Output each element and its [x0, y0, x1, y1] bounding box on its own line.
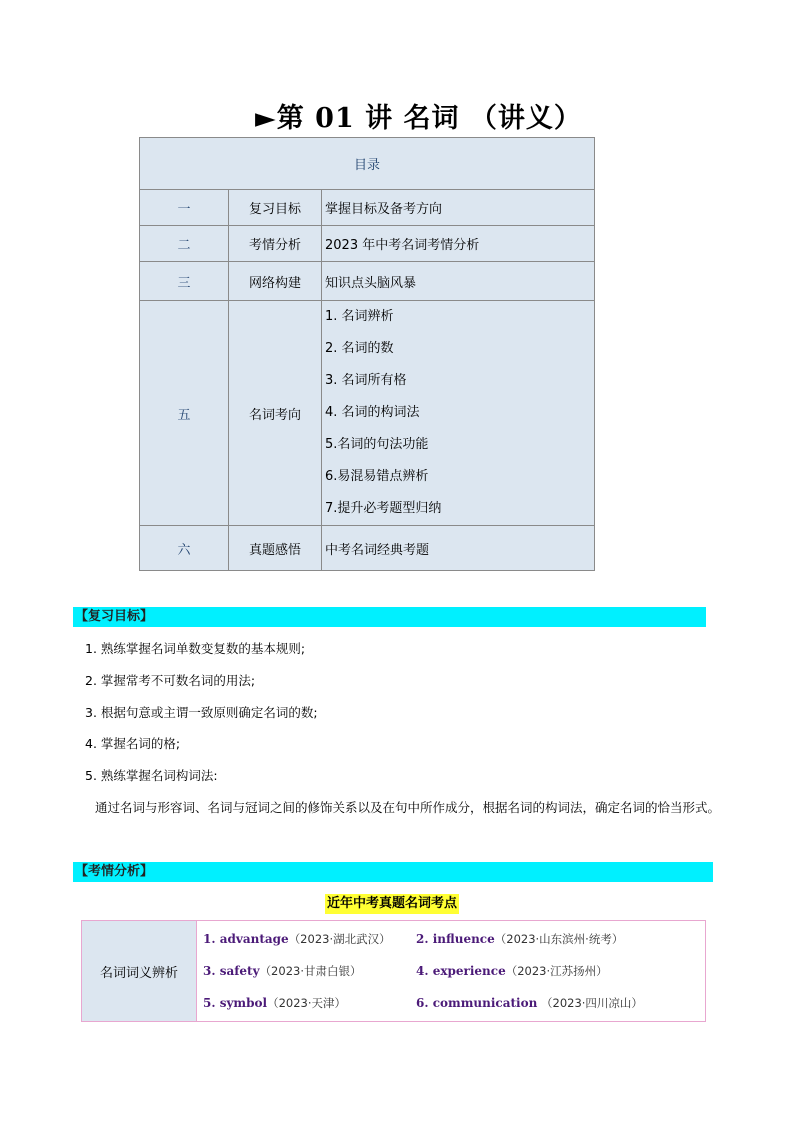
toc-sublist: [322, 301, 595, 526]
review-goals: [85, 638, 735, 823]
goal-item: 5. 熟练掌握名词构词法:: [85, 768, 218, 784]
toc-name: 考情分析: [229, 226, 322, 262]
toc-num: 一: [140, 190, 229, 226]
exam-item-row: [203, 955, 699, 987]
exam-item: [203, 987, 416, 1019]
exam-item: [416, 955, 608, 987]
toc-subitem: 5.名词的句法功能: [325, 437, 429, 452]
table-of-contents: [139, 137, 595, 571]
toc-subitem: 4. 名词的构词法: [325, 405, 420, 420]
section-header-exam-analysis: [73, 862, 713, 882]
exam-word: 6. communication: [416, 996, 538, 1010]
toc-desc: 2023 年中考名词考情分析: [322, 226, 595, 262]
exam-row-label: 名词词义辨析: [82, 921, 197, 1022]
toc-name: 复习目标: [229, 190, 322, 226]
exam-item-row: [203, 923, 699, 955]
exam-source: （2023·湖北武汉）: [288, 932, 391, 946]
exam-source: （2023·甘肃白银）: [259, 964, 362, 978]
goal-paragraph: 通过名词与形容词、名词与冠词之间的修饰关系以及在句中所作成分，根据名词的构词法，确定名词的恰当形式。: [95, 799, 721, 815]
goal-item: 2. 掌握常考不可数名词的用法;: [85, 672, 256, 688]
toc-row: [140, 301, 595, 526]
goal-item: 1. 熟练掌握名词单数变复数的基本规则;: [85, 641, 306, 656]
exam-item: [203, 923, 416, 955]
toc-row: [140, 262, 595, 301]
toc-row: [140, 226, 595, 262]
toc-num: 二: [140, 226, 229, 262]
page-title-text: ►第 01 讲 名词 （讲义）: [255, 103, 582, 134]
exam-word: 2. influence: [416, 932, 495, 946]
toc-row: [140, 190, 595, 226]
toc-num: 六: [140, 526, 229, 571]
toc-num: 五: [140, 301, 229, 526]
exam-source: （2023·四川凉山）: [537, 996, 643, 1010]
exam-word: 3. safety: [203, 964, 260, 978]
toc-row: [140, 526, 595, 571]
toc-subitem: 1. 名词辨析: [325, 309, 394, 324]
exam-word: 4. experience: [416, 964, 506, 978]
toc-subitem: 2. 名词的数: [325, 341, 394, 356]
exam-word: 1. advantage: [203, 932, 289, 946]
toc-subitem: 3. 名词所有格: [325, 373, 407, 388]
goal-item: 3. 根据句意或主谓一致原则确定名词的数;: [85, 704, 318, 720]
exam-item: [203, 955, 416, 987]
toc-subitem: 7.提升必考题型归纳: [325, 501, 442, 516]
toc-desc: 掌握目标及备考方向: [322, 190, 595, 226]
section-header-review-goals: [73, 607, 706, 627]
exam-subtitle: 近年中考真题名词考点: [325, 894, 459, 914]
section-label: 【考情分析】: [75, 864, 154, 879]
toc-heading: 目录: [140, 138, 595, 190]
exam-item: [416, 923, 623, 955]
toc-desc: 知识点头脑风暴: [322, 262, 595, 301]
toc-subitem: 6.易混易错点辨析: [325, 469, 429, 484]
exam-word: 5. symbol: [203, 996, 268, 1010]
section-label: 【复习目标】: [75, 609, 154, 624]
exam-points-table: [81, 920, 706, 1022]
exam-items: [197, 921, 706, 1022]
exam-source: （2023·山东滨州·统考）: [494, 932, 624, 946]
exam-source: （2023·江苏扬州）: [505, 964, 608, 978]
toc-desc: 中考名词经典考题: [322, 526, 595, 571]
exam-source: （2023·天津）: [267, 996, 347, 1010]
exam-item: [416, 987, 643, 1019]
toc-name: 名词考向: [229, 301, 322, 526]
exam-item-row: [203, 987, 699, 1019]
toc-name: 网络构建: [229, 262, 322, 301]
toc-name: 真题感悟: [229, 526, 322, 571]
goal-item: 4. 掌握名词的格;: [85, 736, 181, 752]
toc-num: 三: [140, 262, 229, 301]
